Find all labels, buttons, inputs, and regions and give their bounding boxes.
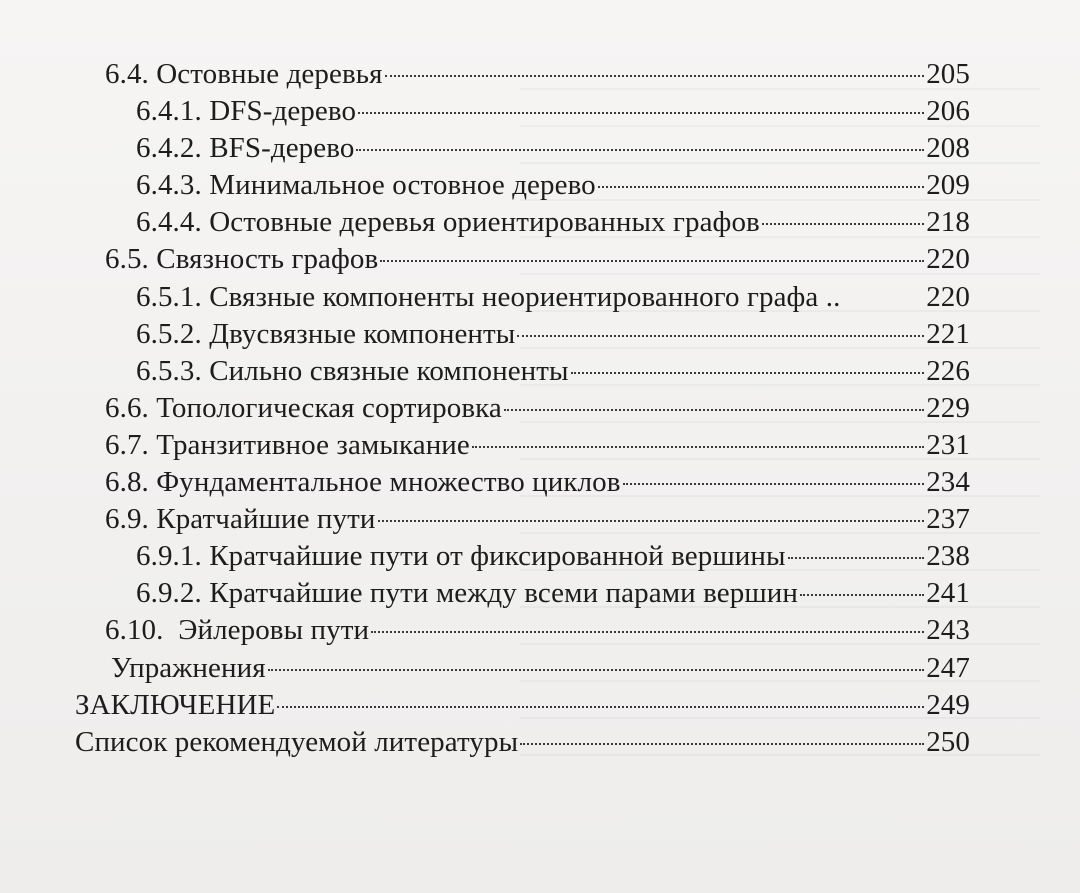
dot-leader: [800, 594, 924, 596]
dot-leader: [472, 446, 924, 448]
toc-entry-page: 231: [926, 428, 970, 461]
toc-entry-number: 6.4.3.: [136, 169, 210, 202]
toc-entry-page: 237: [926, 503, 970, 536]
toc-entry-title: Связные компоненты неориентированного графа ..: [209, 280, 841, 313]
toc-entry: [136, 577, 970, 614]
toc-entry-number: 6.4.4.: [136, 206, 210, 239]
toc-entry: [136, 318, 970, 355]
dot-leader: [356, 149, 924, 151]
dot-leader: [358, 112, 924, 114]
toc-entry-title: Связность графов: [156, 243, 379, 276]
dot-leader: [385, 75, 925, 77]
dot-leader: [268, 669, 925, 671]
toc-entry-number: 6.6.: [105, 391, 157, 424]
toc-entry-title: Кратчайшие пути от фиксированной вершины: [209, 540, 786, 573]
toc-entry-page: 206: [926, 95, 970, 128]
toc-entry: [136, 206, 970, 243]
toc-entry-page: 234: [926, 466, 970, 499]
toc-entry-title: Сильно связные компоненты: [209, 354, 569, 387]
toc-entry-number: 6.5.1.: [136, 280, 210, 313]
dot-leader: [517, 335, 924, 337]
toc-entry-page: 226: [926, 354, 970, 387]
toc-entry-title: Остовные деревья: [156, 58, 383, 90]
dot-leader: [520, 743, 924, 745]
toc-entry-title: Упражнения: [111, 651, 266, 684]
toc-entry-title: Кратчайшие пути: [156, 503, 376, 536]
toc-entry: [105, 614, 970, 651]
toc-entry-page: 220: [926, 280, 970, 313]
toc-entry-page: 221: [926, 317, 970, 350]
toc-entry-number: 6.5.3.: [136, 354, 210, 387]
toc-entry: [75, 726, 970, 763]
toc-entry-number: 6.8.: [105, 466, 157, 499]
dot-leader: [571, 372, 925, 374]
toc-entry-title: Транзитивное замыкание: [156, 428, 470, 461]
toc-entry-number: 6.10.: [105, 614, 179, 647]
toc-entry-title: Минимальное остовное дерево: [209, 169, 596, 202]
dot-leader: [371, 631, 924, 633]
dot-leader: [788, 557, 925, 559]
toc-entry-number: 6.9.2.: [136, 577, 210, 610]
toc-entry: [105, 243, 970, 280]
toc-entry-page: 209: [926, 169, 970, 202]
dot-leader: [504, 409, 924, 411]
toc-entry-page: 249: [926, 688, 970, 721]
toc-entry-number: 6.4.2.: [136, 132, 210, 165]
toc-entry: [136, 540, 970, 577]
toc-entry: [111, 652, 970, 689]
toc-entry-page: 243: [926, 614, 970, 647]
toc-entry: [105, 392, 970, 429]
toc-entry-page: 241: [926, 577, 970, 610]
toc-entry-title: Фундаментальное множество циклов: [156, 466, 621, 499]
toc-entry-page: 218: [926, 206, 970, 239]
toc-entry: [136, 169, 970, 206]
toc-entry-title: Кратчайшие пути между всеми парами вершин: [209, 577, 799, 610]
toc-entry: [105, 58, 970, 95]
toc-entry-number: 6.4.: [105, 58, 157, 90]
toc-entry-page: 208: [926, 132, 970, 165]
toc-entry-page: 250: [926, 725, 970, 758]
toc-entry: [136, 95, 970, 132]
toc-entry-number: 6.9.: [105, 503, 157, 536]
toc-entry: [105, 503, 970, 540]
toc-entry-number: 6.5.: [105, 243, 157, 276]
toc-entry-number: 6.5.2.: [136, 317, 210, 350]
toc-entry-page: 238: [926, 540, 970, 573]
dot-leader: [762, 223, 924, 225]
toc-entry-page: 205: [926, 58, 970, 90]
toc-entry-title: Остовные деревья ориентированных графов: [209, 206, 760, 239]
toc-entry-page: 229: [926, 391, 970, 424]
toc-entry-title: DFS-дерево: [209, 95, 357, 128]
toc-entry-title: Двусвязные компоненты: [209, 317, 516, 350]
toc-entry-number: 6.4.1.: [136, 95, 210, 128]
toc-entry-title: Список рекомендуемой литературы: [75, 725, 519, 758]
toc-entry: [105, 429, 970, 466]
toc-entry: [136, 281, 970, 318]
dot-leader: [623, 483, 925, 485]
toc-entry-page: 220: [926, 243, 970, 276]
toc-entry: [105, 466, 970, 503]
toc-entry: [75, 689, 970, 726]
toc-entry-number: 6.9.1.: [136, 540, 210, 573]
table-of-contents: [0, 58, 1080, 763]
toc-entry-title: Топологическая сортировка: [156, 391, 502, 424]
toc-entry-title: BFS-дерево: [209, 132, 355, 165]
toc-entry: [136, 132, 970, 169]
toc-entry-title: Эйлеровы пути: [178, 614, 370, 647]
toc-entry-title: ЗАКЛЮЧЕНИЕ: [75, 688, 276, 721]
dot-leader: [598, 186, 924, 188]
dot-leader: [277, 706, 924, 708]
toc-entry: [136, 355, 970, 392]
dot-leader: [380, 260, 924, 262]
toc-entry-number: 6.7.: [105, 428, 157, 461]
dot-leader: [378, 520, 925, 522]
toc-entry-page: 247: [926, 651, 970, 684]
